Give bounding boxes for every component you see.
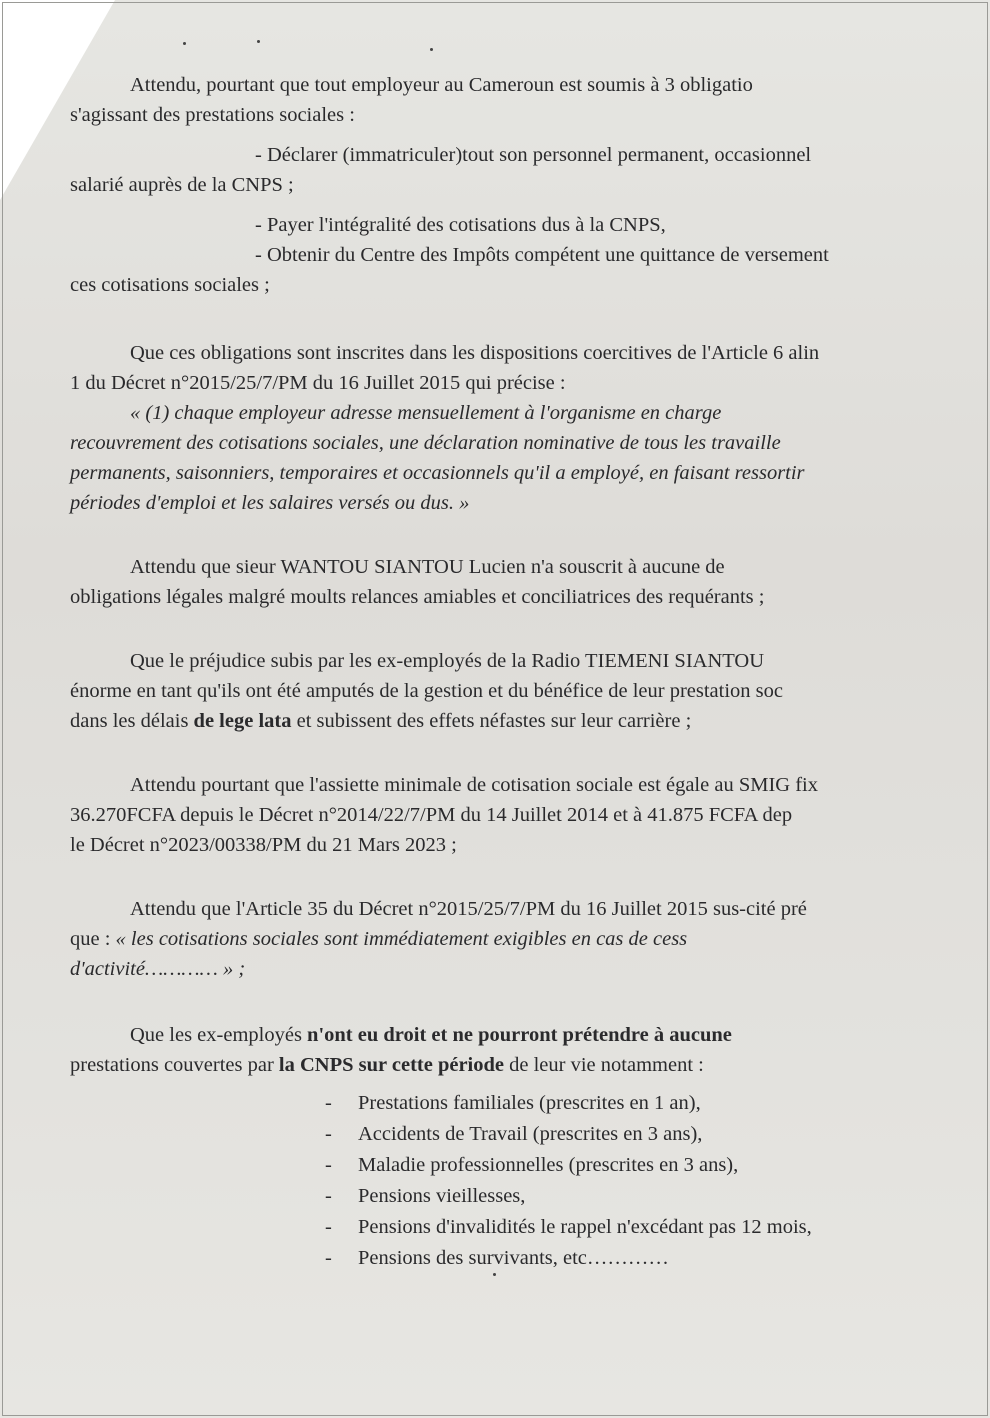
dash-marker: -	[325, 1092, 332, 1114]
paragraph-decree-article6	[70, 338, 960, 518]
text-line: permanents, saisonniers, temporaires et occasionnels qu'il a employé, en faisant ressortir	[70, 462, 805, 484]
text-line: Attendu que sieur WANTOU SIANTOU Lucien n'a souscrit à aucune de	[130, 556, 725, 578]
paragraph-prestations-intro	[70, 1020, 960, 1080]
text-line: ces cotisations sociales ;	[70, 274, 270, 296]
list-item	[325, 1181, 960, 1212]
list-item	[325, 1088, 960, 1119]
text-fragment: dans les délais	[70, 710, 194, 732]
list-item	[325, 1243, 960, 1274]
dash-marker: -	[325, 1216, 332, 1238]
list-item	[325, 1212, 960, 1243]
dash-marker: -	[325, 1185, 332, 1207]
text-line	[70, 924, 960, 954]
text-line: Attendu pourtant que l'assiette minimale de cotisation sociale est égale au SMIG fix	[130, 774, 818, 796]
bold-text: la CNPS sur cette période	[278, 1054, 505, 1076]
text-line: recouvrement des cotisations sociales, une déclaration nominative de tous les travaille	[70, 432, 781, 454]
paragraph-smig	[70, 770, 960, 860]
text-fragment: de leur vie notamment :	[504, 1054, 704, 1076]
text-line: Que ces obligations sont inscrites dans les dispositions coercitives de l'Article 6 alin	[130, 342, 820, 364]
dash-marker: -	[325, 1154, 332, 1176]
text-line: 36.270FCFA depuis le Décret n°2014/22/7/PM du 14 Juillet 2014 et à 41.875 FCFA dep	[70, 804, 793, 826]
text-line: - Déclarer (immatriculer)tout son personnel permanent, occasionnel	[255, 144, 812, 166]
text-line: obligations légales malgré moults relances amiables et conciliatrices des requérants ;	[70, 586, 765, 608]
text-line: s'agissant des prestations sociales :	[70, 104, 355, 126]
text-fragment: que :	[70, 928, 116, 950]
text-line: le Décret n°2023/00338/PM du 21 Mars 2023 ;	[70, 834, 457, 856]
text-line: « (1) chaque employeur adresse mensuellement à l'organisme en charge	[130, 402, 722, 424]
text-line	[70, 1020, 960, 1050]
list-item-text: Pensions d'invalidités le rappel n'excédant pas 12 mois,	[358, 1216, 812, 1238]
text-line: salarié auprès de la CNPS ;	[70, 174, 294, 196]
text-line: d'activité………… » ;	[70, 958, 246, 980]
speck	[183, 42, 186, 45]
paragraph-article35	[70, 894, 960, 984]
prestations-list	[70, 1088, 960, 1274]
document-body	[70, 70, 960, 1274]
speck	[430, 48, 433, 51]
text-line: - Payer l'intégralité des cotisations dus à la CNPS,	[255, 214, 666, 236]
quote-text: « les cotisations sociales sont immédiatement exigibles en cas de cess	[115, 928, 688, 950]
paragraph-prejudice	[70, 646, 960, 736]
list-item	[325, 1150, 960, 1181]
text-fragment: et subissent des effets néfastes sur leur carrière ;	[291, 710, 692, 732]
text-line: - Obtenir du Centre des Impôts compétent une quittance de versement	[255, 244, 829, 266]
text-line: périodes d'emploi et les salaires versés ou dus. »	[70, 492, 470, 514]
text-line: Attendu que l'Article 35 du Décret n°2015/25/7/PM du 16 Juillet 2015 sus-cité pré	[130, 898, 807, 920]
list-item-text: Pensions des survivants, etc…………	[358, 1247, 669, 1269]
text-line: Attendu, pourtant que tout employeur au Cameroun est soumis à 3 obligatio	[130, 74, 753, 96]
list-item-text: Prestations familiales (prescrites en 1 an),	[358, 1092, 701, 1114]
bold-text: de lege lata	[193, 710, 292, 732]
paragraph-obligations	[70, 70, 960, 300]
paragraph-wantou	[70, 552, 960, 612]
text-line: 1 du Décret n°2015/25/7/PM du 16 Juillet 2015 qui précise :	[70, 372, 566, 394]
bold-text: n'ont eu droit et ne pourront prétendre à aucune	[307, 1024, 732, 1046]
dash-marker: -	[325, 1123, 332, 1145]
text-line	[70, 1050, 960, 1080]
decree-quote	[70, 398, 960, 518]
text-line	[70, 706, 960, 736]
list-item	[325, 1119, 960, 1150]
text-line: énorme en tant qu'ils ont été amputés de la gestion et du bénéfice de leur prestation soc	[70, 680, 783, 702]
speck	[257, 40, 260, 43]
dash-marker: -	[325, 1247, 332, 1269]
list-item-text: Maladie professionnelles (prescrites en 3 ans),	[358, 1154, 739, 1176]
text-line: Que le préjudice subis par les ex-employés de la Radio TIEMENI SIANTOU	[130, 650, 765, 672]
text-fragment: prestations couvertes par	[70, 1054, 279, 1076]
list-item-text: Accidents de Travail (prescrites en 3 ans),	[358, 1123, 703, 1145]
text-fragment: Que les ex-employés	[130, 1024, 308, 1046]
list-item-text: Pensions vieillesses,	[358, 1185, 526, 1207]
